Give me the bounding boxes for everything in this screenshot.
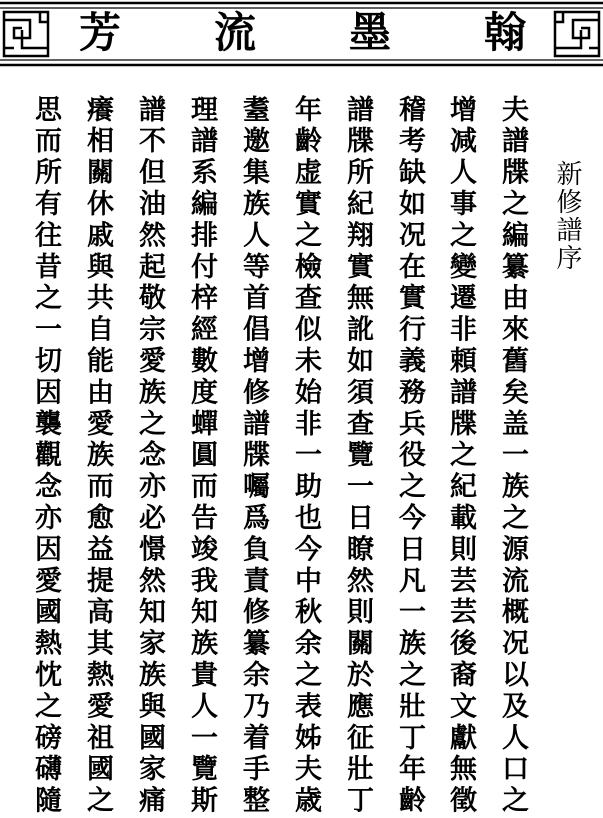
left-corner-ornament [4,12,48,56]
text-column-7: 理譜系編排付梓經數度蟬圓而告竣我知族貴人一覽斯 [186,95,217,818]
text-column-2: 增减人事之變遷非頼譜牒之紀載則芸芸後裔文獻無徵 [445,95,476,818]
banner-title [70,6,535,60]
text-column-4: 譜牒所紀翔實無訛如須查覽一日瞭然則關於應征壯丁 [342,95,373,818]
text-column-1: 夫譜牒之編纂由來舊矣盖一族之源流概况以及人口之 [497,95,528,818]
document-subtitle: 新修譜序 [552,160,582,272]
text-column-3: 稽考缺如况在實行義務兵役之今日凡一族之壯丁年齡 [394,95,425,818]
text-column-9: 癢相關休戚與共自能由愛族而愈益提高其熱愛祖國之 [82,95,113,818]
text-column-8: 譜不但油然起敬宗愛族之念亦必憬然知家族與國家痛 [134,95,165,818]
text-column-10: 思而所有往昔之一切因襲觀念亦因愛國熱忱之磅礴隨 [30,95,61,818]
title-char-4: 翰 [483,8,526,57]
title-char-2: 流 [213,8,256,57]
text-column-6: 耋邀集族人等首倡增修譜牒囑爲負責修纂余乃着手整 [238,95,269,818]
document-body [0,95,603,818]
title-char-1: 芳 [78,8,121,57]
title-char-3: 墨 [348,8,391,57]
header-banner [0,0,603,68]
text-column-5: 年齡虚實之檢查似未始非一助也今中秋余之表姊夫歳 [290,95,321,818]
right-corner-ornament [555,12,599,56]
